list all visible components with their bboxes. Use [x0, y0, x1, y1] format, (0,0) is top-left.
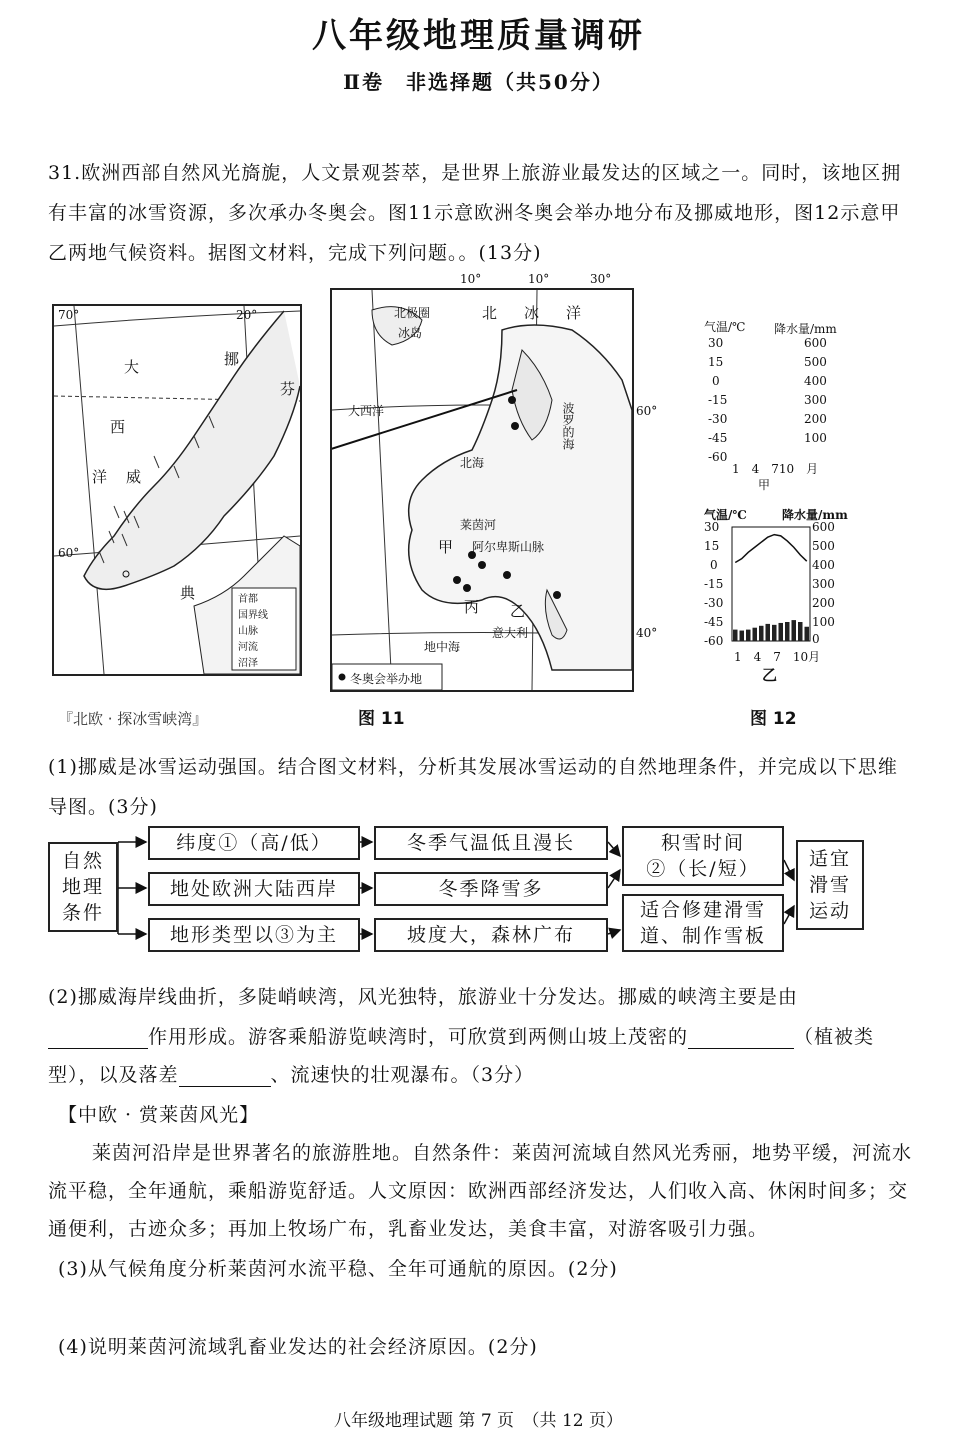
lon-w10-label: 10°	[460, 272, 482, 286]
label-mediterranean: 地中海	[424, 640, 461, 654]
yi-climate-chart	[704, 522, 844, 682]
yi-precip-bar	[753, 628, 758, 641]
jia-precip-tick: 300	[804, 393, 827, 407]
norway-terrain-map	[52, 304, 302, 676]
page-footer: 八年级地理试题 第 7 页 （共 12 页）	[334, 1411, 623, 1431]
label-dian: 典	[180, 584, 196, 602]
yi-name: 乙	[762, 666, 778, 684]
jia-temp-tick: 15	[708, 355, 724, 369]
lat-60-right-label: 60°	[636, 404, 658, 418]
q2-line2-text-b: （植被类	[794, 1026, 875, 1048]
legend-river: 河流	[238, 642, 258, 653]
jia-temp-tick: -15	[708, 393, 728, 407]
label-atlantic: 大西洋	[348, 404, 385, 418]
jia-precip-tick: 100	[804, 431, 827, 445]
yi-precip-tick: 0	[812, 632, 820, 646]
label-yang: 洋	[92, 468, 108, 486]
lon-e10-label: 10°	[528, 272, 550, 286]
yi-precip-bar	[798, 622, 803, 641]
lat-70-label: 70°	[58, 308, 80, 322]
label-greenland: 北极圈	[394, 306, 431, 320]
q31-line1: 31.欧洲西部自然风光旖旎，人文景观荟萃，是世界上旅游业最发达的区域之一。同时，该地区拥	[48, 162, 902, 184]
label-yi: 乙	[510, 602, 526, 620]
q31-line2: 有丰富的冰雪资源，多次承办冬奥会。图11示意欧洲冬奥会举办地分布及挪威地形，图12示意甲	[48, 202, 901, 224]
yi-precip-tick: 600	[812, 520, 835, 534]
jia-precip-tick: 200	[804, 412, 827, 426]
jia-temp-tick: -45	[708, 431, 728, 445]
mindmap-snowfall: 冬季降雪多	[374, 872, 608, 906]
mindmap-latitude: 纬度①（高/低）	[148, 826, 360, 860]
rhine-para-line2: 流平稳，全年通航，乘船游览舒适。人文原因：欧洲西部经济发达，人们收入高、休闲时间多；交	[48, 1180, 909, 1202]
jia-temp-axis-title: 气温/℃	[704, 320, 746, 334]
mindmap-terrain: 地形类型以③为主	[148, 918, 360, 952]
q1-line1: (1)挪威是冰雪运动强国。结合图文材料，分析其发展冰雪运动的自然地理条件，并完成以下思维	[48, 756, 898, 778]
q2-line3-text-a: 型），以及落差	[48, 1064, 179, 1086]
jia-temp-tick: -30	[708, 412, 728, 426]
label-nuo: 挪	[224, 350, 240, 368]
yi-temp-tick: -15	[704, 577, 724, 591]
yi-precip-bar	[746, 630, 751, 641]
q2-line3-text-b: 、流速快的壮观瀑布。（3分）	[270, 1064, 535, 1086]
label-fen: 芬	[280, 380, 296, 398]
lat-40-label: 40°	[636, 626, 658, 640]
mindmap-slope-forest: 坡度大，森林广布	[374, 918, 608, 952]
label-italy: 意大利	[492, 626, 529, 640]
q2-line1: (2)挪威海岸线曲折，多陡峭峡湾，风光独特，旅游业十分发达。挪威的峡湾主要是由	[48, 986, 798, 1008]
yi-precip-tick: 100	[812, 615, 835, 629]
q3-text: (3)从气候角度分析莱茵河水流平稳、全年可通航的原因。(2分)	[58, 1258, 618, 1280]
yi-precip-bar	[740, 631, 745, 641]
yi-temp-tick: 0	[710, 558, 718, 572]
q1-line2: 导图。(3分)	[48, 796, 158, 818]
legend-olympics: 冬奥会举办地	[350, 672, 423, 686]
yi-precip-bar	[733, 630, 738, 641]
q2-line2-text-a: 作用形成。游客乘船游览峡湾时，可欣赏到两侧山坡上茂密的	[148, 1026, 689, 1048]
jia-precip-tick: 500	[804, 355, 827, 369]
label-bing: 丙	[464, 598, 480, 616]
yi-temp-tick: -60	[704, 634, 724, 648]
fig11-caption: 图 11	[358, 709, 405, 729]
label-xi: 西	[110, 418, 126, 436]
mindmap-result: 适宜 滑雪 运动	[796, 840, 864, 930]
label-rhine: 莱茵河	[460, 518, 497, 532]
answer-blank-2[interactable]	[688, 1028, 794, 1049]
yi-precip-tick: 200	[812, 596, 835, 610]
answer-blank-1[interactable]	[48, 1028, 148, 1049]
yi-precip-bar	[805, 627, 810, 641]
rhine-para-line3: 通便利，古迹众多；再加上牧场广布，乳畜业发达，美食丰富，对游客吸引力强。	[48, 1218, 769, 1240]
q4-text: (4)说明莱茵河流域乳畜业发达的社会经济原因。(2分)	[58, 1336, 538, 1358]
q2-line3	[48, 1060, 534, 1087]
fig12-caption: 图 12	[750, 709, 797, 729]
q2-line2	[48, 1022, 874, 1049]
page-title: 八年级地理质量调研	[312, 16, 645, 56]
jia-temp-tick: 30	[708, 336, 724, 350]
yi-precip-axis-title: 降水量/mm	[782, 508, 848, 522]
rhine-para-line1: 莱茵河沿岸是世界著名的旅游胜地。自然条件：莱茵河流域自然风光秀丽，地势平缓，河流水	[92, 1142, 913, 1164]
yi-temp-line	[735, 535, 807, 563]
europe-olympics-map	[330, 288, 634, 692]
yi-temp-tick: 15	[704, 539, 720, 553]
europe-map-drawing	[332, 290, 632, 690]
yi-precip-bar	[766, 624, 771, 641]
yi-precip-bar	[759, 626, 764, 641]
label-iceland: 冰岛	[398, 326, 423, 340]
label-da: 大	[124, 358, 140, 376]
yi-precip-tick: 400	[812, 558, 835, 572]
label-baltic: 波罗的海	[561, 402, 575, 450]
legend-mountain: 山脉	[238, 626, 258, 637]
north-europe-caption: 『北欧 · 探冰雪峡湾』	[58, 710, 208, 728]
rhine-section-heading: 【中欧 · 赏莱茵风光】	[58, 1104, 260, 1126]
jia-months: 1 4 710 月	[732, 462, 819, 476]
q31-line3: 乙两地气候资料。据图文材料，完成下列问题。。(13分)	[48, 242, 542, 264]
yi-precip-bar	[785, 622, 790, 641]
yi-precip-tick: 300	[812, 577, 835, 591]
mindmap-winter-cold: 冬季气温低且漫长	[374, 826, 608, 860]
yi-precip-tick: 500	[812, 539, 835, 553]
label-alps: 阿尔卑斯山脉	[472, 540, 545, 554]
yi-precip-bar	[772, 625, 777, 641]
jia-temp-tick: -60	[708, 450, 728, 464]
mindmap-root: 自然 地理 条件	[48, 842, 118, 932]
jia-name: 甲	[758, 478, 771, 492]
mindmap-ski-suitable: 适合修建滑雪 道、制作雪板	[622, 894, 784, 952]
yi-precip-bar	[779, 623, 784, 641]
label-arctic-ocean: 北 冰 洋	[482, 304, 588, 322]
mindmap-snow-duration: 积雪时间 ②（长/短）	[622, 826, 784, 886]
section-subtitle: Ⅱ卷 非选择题（共50分）	[343, 70, 614, 94]
yi-months: 1 4 7 10月	[734, 650, 821, 664]
label-jia: 甲	[438, 538, 454, 556]
yi-temp-tick: 30	[704, 520, 720, 534]
jia-precip-axis-title: 降水量/mm	[774, 322, 837, 336]
lat-60-label: 60°	[58, 546, 80, 560]
jia-precip-tick: 400	[804, 374, 827, 388]
answer-blank-3[interactable]	[179, 1066, 271, 1087]
yi-temp-tick: -30	[704, 596, 724, 610]
yi-precip-bar	[792, 620, 797, 641]
yi-temp-axis-title: 气温/℃	[704, 508, 747, 522]
lon-30-label: 30°	[590, 272, 612, 286]
label-north-sea: 北海	[460, 456, 485, 470]
yi-temp-tick: -45	[704, 615, 724, 629]
label-wei: 威	[126, 468, 142, 486]
jia-temp-tick: 0	[712, 374, 720, 388]
mindmap-west-coast: 地处欧洲大陆西岸	[148, 872, 360, 906]
legend-swamp: 沼泽	[238, 658, 258, 669]
legend-border: 国界线	[238, 610, 268, 621]
legend-capital: 首都	[238, 594, 258, 605]
lon-20-label: 20°	[236, 308, 258, 322]
jia-precip-tick: 600	[804, 336, 827, 350]
